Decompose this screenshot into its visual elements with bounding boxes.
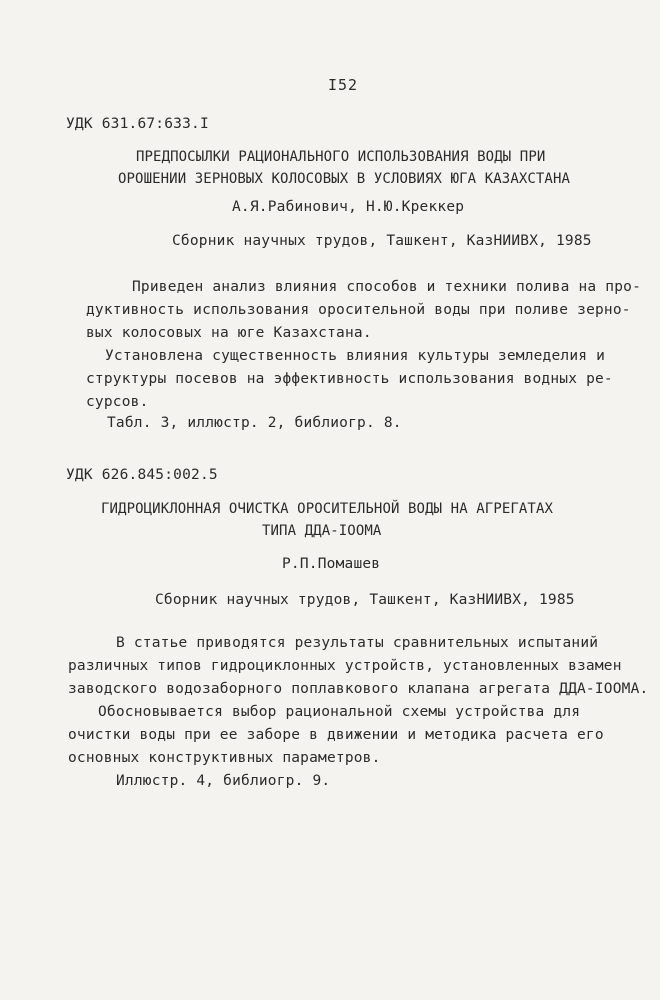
article-1-title-line-1: ПРЕДПОСЫЛКИ РАЦИОНАЛЬНОГО ИСПОЛЬЗОВАНИЯ ВОДЫ ПРИ — [136, 149, 546, 165]
article-1-abstract-line-3: вых колосовых на юге Казахстана. — [86, 325, 372, 341]
article-1-abstract-line-5: структуры посевов на эффективность использования водных ре- — [86, 371, 613, 387]
article-2-abstract-line-1: В статье приводятся результаты сравнительных испытаний — [116, 635, 599, 651]
article-1-authors: А.Я.Рабинович, Н.Ю.Креккер — [232, 199, 465, 215]
article-2-authors: Р.П.Помашев — [282, 556, 381, 572]
article-1-abstract-line-1: Приведен анализ влияния способов и техники полива на про- — [132, 279, 641, 295]
article-2-abstract-line-5: очистки воды при ее заборе в движении и методика расчета его — [68, 727, 604, 743]
article-1-udk: УДК 631.67:633.I — [66, 116, 209, 132]
article-1-title-line-2: ОРОШЕНИИ ЗЕРНОВЫХ КОЛОСОВЫХ В УСЛОВИЯХ ЮГА КАЗАХСТАНА — [118, 171, 571, 187]
article-1-footer: Табл. 3, иллюстр. 2, библиогр. 8. — [107, 415, 402, 431]
page-number: I52 — [328, 76, 359, 94]
article-1-abstract-line-4: Установлена существенность влияния культуры земледелия и — [105, 348, 606, 364]
article-2-source: Сборник научных трудов, Ташкент, КазНИИВХ, 1985 — [155, 592, 575, 608]
article-1-abstract-line-2: дуктивность использования оросительной воды при поливе зерно- — [86, 302, 631, 318]
article-1-abstract-line-6: сурсов. — [86, 394, 149, 410]
article-2-abstract-line-3: заводского водозаборного поплавкового клапана агрегата ДДА-IOOМА. — [68, 681, 649, 697]
article-2-abstract-line-2: различных типов гидроциклонных устройств, установленных взамен — [68, 658, 622, 674]
article-1-source: Сборник научных трудов, Ташкент, КазНИИВХ, 1985 — [172, 233, 592, 249]
article-2-udk: УДК 626.845:002.5 — [66, 467, 218, 483]
article-2-abstract-line-4: Обосновывается выбор рациональной схемы устройства для — [98, 704, 581, 720]
article-2-abstract-line-6: основных конструктивных параметров. — [68, 750, 381, 766]
article-2-title-line-2: ТИПА ДДА-IOOМА — [262, 523, 382, 539]
article-2-footer: Иллюстр. 4, библиогр. 9. — [116, 773, 331, 789]
article-2-title-line-1: ГИДРОЦИКЛОННАЯ ОЧИСТКА ОРОСИТЕЛЬНОЙ ВОДЫ НА АГРЕГАТАХ — [101, 501, 554, 517]
